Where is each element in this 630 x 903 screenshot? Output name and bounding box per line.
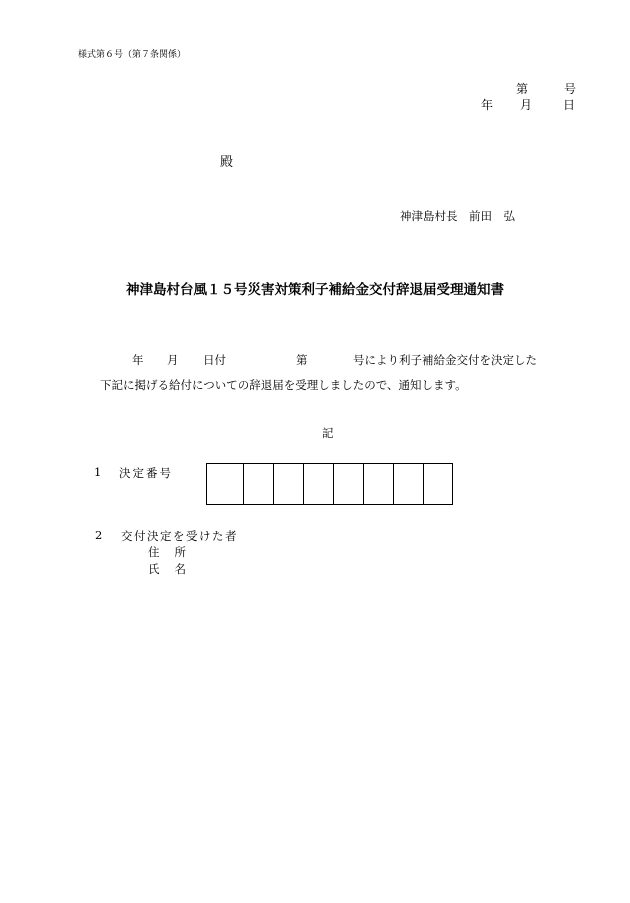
body-line2-text: 下記に掲げる給付についての辞退届を受理しましたので、通知します。	[100, 378, 467, 392]
issuer-name: 神津島村長 前田 弘	[400, 209, 515, 223]
address-label: 住所	[148, 545, 201, 559]
decision-number-label: 決定番号	[119, 466, 173, 480]
decision-number-cell[interactable]	[243, 464, 273, 504]
decision-number-cell[interactable]	[393, 464, 423, 504]
document-number-label: 第	[516, 82, 529, 96]
addressee-honorific: 殿	[220, 155, 234, 170]
decision-number-cell[interactable]	[363, 464, 393, 504]
document-title: 神津島村台風１５号災害対策利子補給金交付辞退届受理通知書	[126, 282, 504, 298]
decision-number-boxes	[206, 463, 453, 505]
decision-number-cell[interactable]	[333, 464, 363, 504]
date-year-label: 年	[481, 98, 494, 112]
document-number-suffix: 号	[564, 82, 577, 96]
body-day-label: 日付	[203, 353, 226, 367]
decision-number-cell[interactable]	[273, 464, 303, 504]
body-month-label: 月	[167, 353, 179, 367]
ki-heading: 記	[322, 426, 334, 440]
body-number-prefix: 第	[296, 353, 308, 367]
decision-number-cell[interactable]	[423, 464, 452, 504]
name-label: 氏名	[148, 562, 201, 576]
recipient-label: 交付決定を受けた者	[121, 529, 238, 543]
date-month-label: 月	[520, 98, 533, 112]
decision-number-cell[interactable]	[303, 464, 333, 504]
body-year-label: 年	[132, 353, 144, 367]
item-number: 1	[94, 465, 102, 479]
date-day-label: 日	[563, 98, 576, 112]
form-label: 様式第６号（第７条関係）	[78, 50, 187, 60]
decision-number-cell[interactable]	[207, 464, 243, 504]
body-line1-text: 号により利子補給金交付を決定した	[353, 353, 537, 367]
item-number: 2	[95, 528, 103, 542]
